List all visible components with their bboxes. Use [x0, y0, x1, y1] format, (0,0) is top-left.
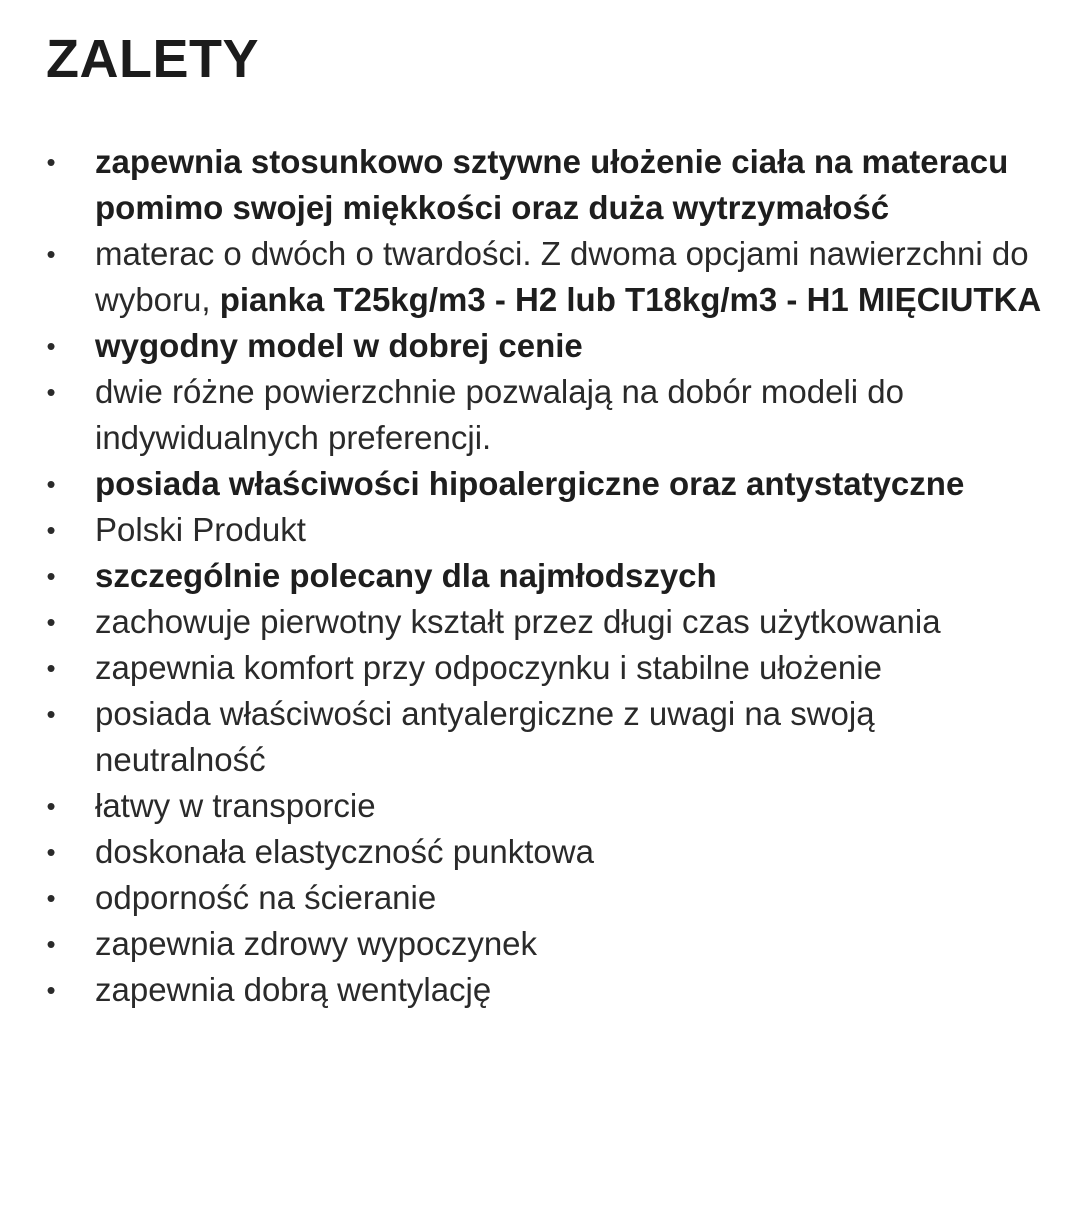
bullet-icon: •: [46, 377, 56, 407]
list-item: [0, 921, 1080, 967]
bullet-icon: •: [46, 837, 56, 867]
list-item: [0, 369, 1080, 461]
list-item: [0, 875, 1080, 921]
list-item: [0, 507, 1080, 553]
bullet-icon: •: [46, 515, 56, 545]
list-item: [0, 691, 1080, 783]
list-item-text: łatwy w transporcie: [95, 787, 376, 824]
bullet-icon: •: [46, 331, 56, 361]
list-item: [0, 461, 1080, 507]
list-item-text: Polski Produkt: [95, 511, 306, 548]
list-item: [0, 599, 1080, 645]
bullet-icon: •: [46, 607, 56, 637]
bullet-icon: •: [46, 929, 56, 959]
list-item: [0, 967, 1080, 1013]
bullet-icon: •: [46, 147, 56, 177]
list-item-text: posiada właściwości antyalergiczne z uwagi na swoją neutralność: [95, 695, 875, 778]
list-item-text: szczególnie polecany dla najmłodszych: [95, 557, 717, 594]
list-item-text: materac o dwóch o twardości. Z dwoma opcjami nawierzchni do wyboru,: [95, 235, 1029, 318]
list-item-text: wygodny model w dobrej cenie: [95, 327, 583, 364]
list-item-text: posiada właściwości hipoalergiczne oraz antystatyczne: [95, 465, 965, 502]
list-item-text: zachowuje pierwotny kształt przez długi czas użytkowania: [95, 603, 941, 640]
bullet-icon: •: [46, 239, 56, 269]
list-item-text: zapewnia dobrą wentylację: [95, 971, 492, 1008]
list-item: [0, 553, 1080, 599]
list-item-text: dwie różne powierzchnie pozwalają na dobór modeli do indywidualnych preferencji.: [95, 373, 904, 456]
list-item-text: doskonała elastyczność punktowa: [95, 833, 594, 870]
bullet-icon: •: [46, 653, 56, 683]
list-item-text: zapewnia zdrowy wypoczynek: [95, 925, 538, 962]
list-item: [0, 323, 1080, 369]
list-item: [0, 783, 1080, 829]
list-item-text: odporność na ścieranie: [95, 879, 437, 916]
bullet-icon: •: [46, 699, 56, 729]
advantages-list: [0, 139, 1080, 1013]
list-item: [0, 139, 1080, 231]
bullet-icon: •: [46, 883, 56, 913]
list-item-text: zapewnia komfort przy odpoczynku i stabilne ułożenie: [95, 649, 882, 686]
list-item: [0, 231, 1080, 323]
bullet-icon: •: [46, 791, 56, 821]
list-item: [0, 829, 1080, 875]
list-item: [0, 645, 1080, 691]
section-heading: ZALETY: [46, 29, 259, 89]
bullet-icon: •: [46, 561, 56, 591]
bullet-icon: •: [46, 469, 56, 499]
list-item-text: zapewnia stosunkowo sztywne ułożenie ciała na materacu pomimo swojej miękkości oraz duża wytrzymałość: [95, 143, 1009, 226]
list-item-bold-text: pianka T25kg/m3 - H2 lub T18kg/m3 - H1 MIĘCIUTKA: [219, 281, 1042, 318]
bullet-icon: •: [46, 975, 56, 1005]
